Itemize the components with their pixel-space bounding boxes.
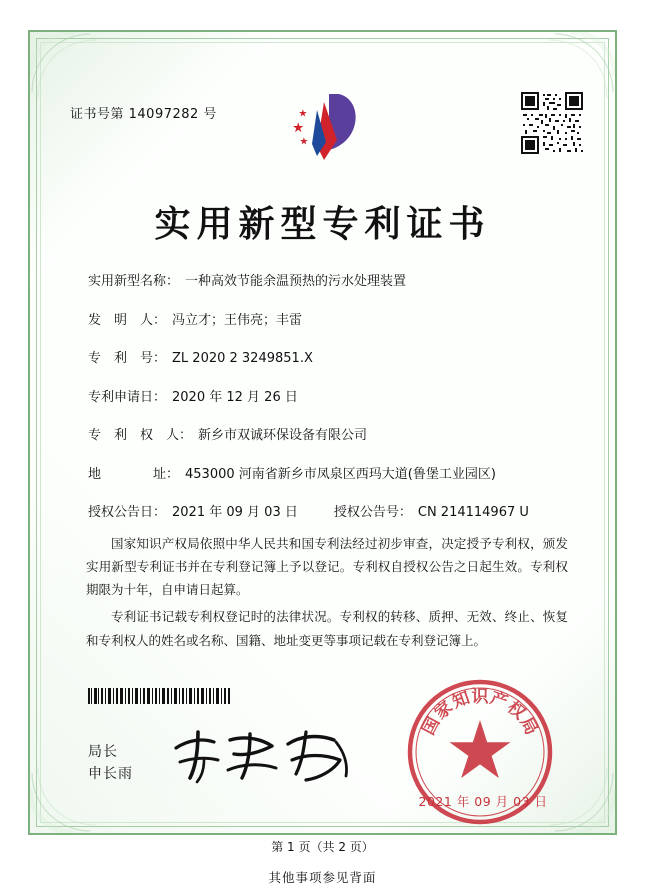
qr-code-icon [521, 92, 583, 154]
field-row [88, 388, 568, 408]
patent-office-emblem-icon [281, 86, 367, 168]
field-label: 专利申请日： [88, 389, 167, 405]
grant-date-value: 2021 年 09 月 03 日 [172, 505, 298, 520]
field-value: 一种高效节能余温预热的污水处理装置 [185, 274, 407, 289]
handwritten-signature-icon [168, 726, 368, 786]
field-row [88, 272, 568, 292]
director-name: 申长雨 [88, 765, 133, 782]
director-title: 局长 [88, 744, 118, 760]
certificate-number: 证书号第 14097282 号 [70, 107, 217, 122]
legal-paragraph: 专利证书记载专利权登记时的法律状况。专利权的转移、质押、无效、终止、恢复和专利权人的姓名或名称、国籍、地址变更等事项记载在专利登记簿上。 [86, 609, 568, 648]
field-label: 实用新型名称： [88, 274, 180, 289]
legal-paragraph: 国家知识产权局依照中华人民共和国专利法经过初步审查，决定授予专利权，颁发实用新型专利证书并在专利登记簿上予以登记。专利权自授权公告之日起生效。专利权期限为十年，自申请日起算。 [86, 536, 568, 598]
field-row [88, 426, 568, 446]
field-label: 专 利 号： [88, 351, 167, 366]
page-number: 第 1 页（共 2 页） [271, 840, 374, 854]
grant-number-value: CN 214114967 U [417, 505, 529, 520]
field-value: 冯立才；王伟亮；丰雷 [172, 312, 303, 328]
svg-text:家: 家 [430, 697, 457, 724]
svg-text:局: 局 [515, 713, 542, 739]
director-label [88, 742, 133, 785]
fields-block [88, 272, 568, 542]
svg-text:识: 识 [471, 687, 489, 707]
grant-date-label: 授权公告日： [88, 505, 167, 520]
svg-text:权: 权 [503, 697, 530, 724]
field-label: 专 利 权 人： [88, 428, 193, 443]
grant-row [88, 503, 568, 523]
svg-text:知: 知 [449, 688, 473, 713]
field-row [88, 349, 568, 369]
page-title: 实用新型专利证书 [154, 204, 491, 245]
footer-note: 其他事项参见背面 [268, 870, 377, 885]
field-label: 发 明 人： [88, 312, 167, 328]
field-value: 2020 年 12 月 26 日 [172, 389, 298, 405]
svg-text:产: 产 [487, 688, 511, 713]
barcode-icon [88, 688, 230, 704]
field-label: 地 址： [88, 466, 180, 482]
field-row [88, 311, 568, 331]
svg-text:国: 国 [418, 713, 445, 739]
field-value: ZL 2020 2 3249851.X [172, 351, 313, 366]
field-value: 新乡市双诚环保设备有限公司 [198, 428, 368, 443]
grant-number-label: 授权公告号： [333, 505, 412, 520]
field-value: 453000 河南省新乡市凤泉区西玛大道(鲁堡工业园区) [185, 466, 496, 482]
field-row [88, 465, 568, 485]
legal-text-block [86, 532, 568, 656]
seal-date: 2021 年 09 月 03 日 [418, 794, 548, 809]
